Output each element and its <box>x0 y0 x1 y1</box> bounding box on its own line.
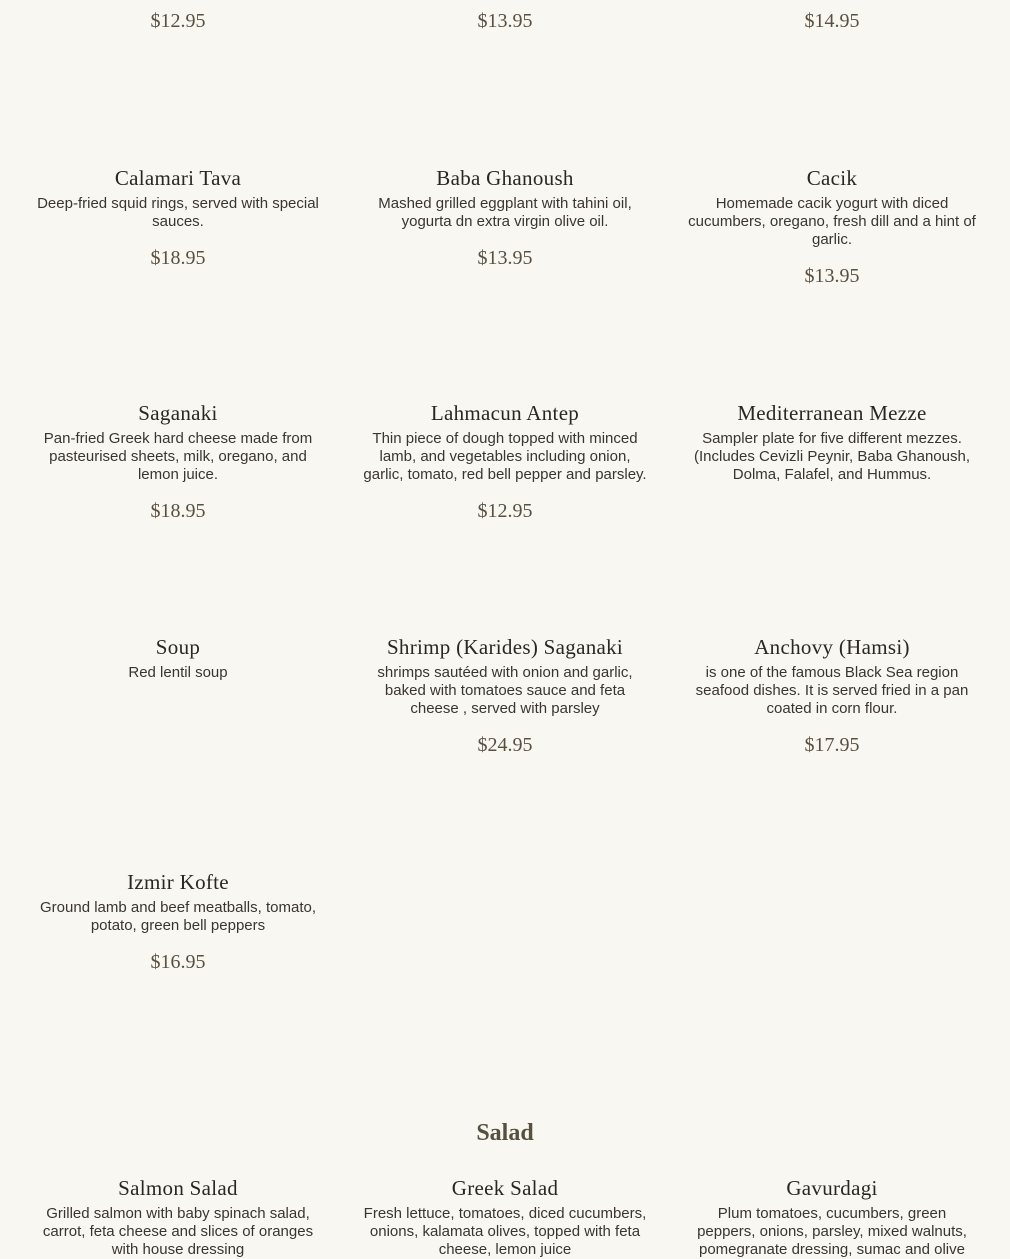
item-name: Soup <box>155 635 201 659</box>
item-description: Sampler plate for five different mezzes. (Includes Cevizli Peynir, Baba Ghanoush, Dolma, Falafel, and Hummus. <box>694 430 970 483</box>
menu-item-calamari-tava <box>33 165 323 270</box>
item-description: Deep-fried squid rings, served with special sauces. <box>37 195 319 230</box>
item-name: Izmir Kofte <box>127 870 229 894</box>
menu-item-soup <box>33 634 323 682</box>
item-price: $16.95 <box>150 951 206 973</box>
item-description: Mashed grilled eggplant with tahini oil, yogurta dn extra virgin olive oil. <box>378 195 632 230</box>
menu-item-baba-ghanoush <box>360 165 650 270</box>
item-price: $18.95 <box>150 500 206 522</box>
item-description: Fresh lettuce, tomatoes, diced cucumbers, onions, kalamata olives, topped with feta cheese, lemon juice <box>363 1205 647 1258</box>
item-price: $13.95 <box>804 265 860 287</box>
item-name: Mediterranean Mezze <box>737 401 927 425</box>
item-description: Pan-fried Greek hard cheese made from pasteurised sheets, milk, oregano, and lemon juice. <box>43 430 313 483</box>
item-name: Cacik <box>806 166 858 190</box>
item-name: Gavurdagi <box>786 1176 878 1200</box>
section-title-salad: Salad <box>476 1120 534 1146</box>
item-name: Shrimp (Karides) Saganaki <box>386 635 624 659</box>
item-price: $12.95 <box>150 10 206 32</box>
item-name: Calamari Tava <box>114 166 242 190</box>
item-name: Anchovy (Hamsi) <box>754 635 910 659</box>
item-description: Grilled salmon with baby spinach salad, carrot, feta cheese and slices of oranges with house dressing <box>42 1205 314 1258</box>
menu-item-mediterranean-mezze <box>687 400 977 484</box>
menu-item-anchovy-hamsi <box>687 634 977 757</box>
item-price: $13.95 <box>477 247 533 269</box>
menu-item-shrimp-saganaki <box>360 634 650 757</box>
item-name: Greek Salad <box>451 1176 559 1200</box>
item-description: shrimps sautéed with onion and garlic, baked with tomatoes sauce and feta cheese , served with parsley <box>377 664 633 717</box>
top-price-row <box>0 0 1010 50</box>
menu-item-izmir-kofte <box>33 869 323 974</box>
item-description: is one of the famous Black Sea region seafood dishes. It is served fried in a pan coated in corn flour. <box>695 664 969 717</box>
menu-item-greek-salad <box>360 1175 650 1259</box>
menu-item-salmon-salad <box>33 1175 323 1259</box>
menu-item-gavurdagi <box>687 1175 977 1259</box>
item-price: $13.95 <box>477 10 533 32</box>
item-name: Salmon Salad <box>118 1176 238 1200</box>
item-price: $24.95 <box>477 734 533 756</box>
menu-item-saganaki <box>33 400 323 523</box>
item-description: Ground lamb and beef meatballs, tomato, potato, green bell peppers <box>40 899 316 934</box>
item-price: $14.95 <box>804 10 860 32</box>
item-description: Homemade cacik yogurt with diced cucumbers, oregano, fresh dill and a hint of garlic. <box>688 195 976 248</box>
menu-item-cacik <box>687 165 977 288</box>
item-name: Lahmacun Antep <box>430 401 580 425</box>
item-price: $17.95 <box>804 734 860 756</box>
menu-item-lahmacun-antep <box>360 400 650 523</box>
item-price: $12.95 <box>477 500 533 522</box>
item-price: $18.95 <box>150 247 206 269</box>
item-description: Thin piece of dough topped with minced lamb, and vegetables including onion, garlic, tomato, red bell pepper and parsley. <box>363 430 647 483</box>
item-description: Plum tomatoes, cucumbers, green peppers, onions, parsley, mixed walnuts, pomegranate dressing, sumac and olive <box>697 1205 967 1258</box>
item-name: Baba Ghanoush <box>436 166 574 190</box>
item-description: Red lentil soup <box>128 664 228 681</box>
item-name: Saganaki <box>138 401 218 425</box>
